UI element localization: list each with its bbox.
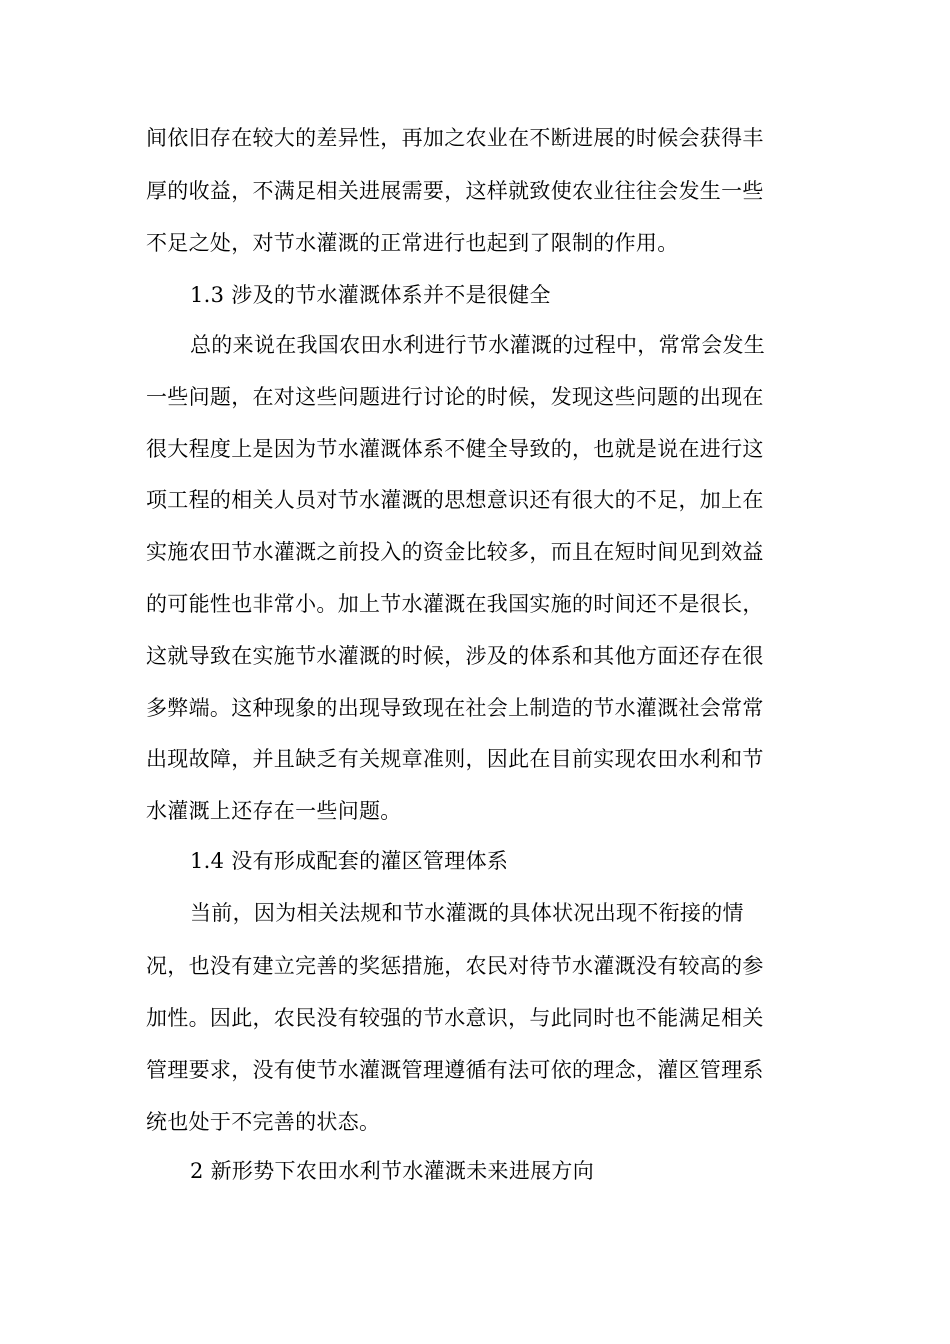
paragraph-line: 总的来说在我国农田水利进行节水灌溉的过程中，常常会发生 bbox=[190, 333, 766, 357]
paragraph-line: 间依旧存在较大的差异性，再加之农业在不断进展的时候会获得丰 bbox=[146, 126, 764, 150]
paragraph-line: 项工程的相关人员对节水灌溉的思想意识还有很大的不足，加上在 bbox=[146, 488, 764, 512]
paragraph-line: 水灌溉上还存在一些问题。 bbox=[146, 799, 402, 823]
paragraph-line: 的可能性也非常小。加上节水灌溉在我国实施的时间还不是很长， bbox=[146, 592, 764, 616]
paragraph-line: 很大程度上是因为节水灌溉体系不健全导致的，也就是说在进行这 bbox=[146, 437, 764, 461]
paragraph-line: 出现故障，并且缺乏有关规章准则，因此在目前实现农田水利和节 bbox=[146, 747, 764, 771]
paragraph-line: 厚的收益，不满足相关进展需要，这样就致使农业往往会发生一些 bbox=[146, 179, 764, 203]
paragraph-line: 一些问题，在对这些问题进行讨论的时候，发现这些问题的出现在 bbox=[146, 385, 764, 409]
section-heading-2: 2 新形势下农田水利节水灌溉未来进展方向 bbox=[190, 1159, 595, 1183]
paragraph-line: 加性。因此，农民没有较强的节水意识，与此同时也不能满足相关 bbox=[146, 1006, 764, 1030]
paragraph-line: 当前，因为相关法规和节水灌溉的具体状况出现不衔接的情 bbox=[190, 901, 744, 925]
paragraph-line: 多弊端。这种现象的出现导致现在社会上制造的节水灌溉社会常常 bbox=[146, 696, 764, 720]
paragraph-line: 况，也没有建立完善的奖惩措施，农民对待节水灌溉没有较高的参 bbox=[146, 954, 764, 978]
paragraph-line: 不足之处，对节水灌溉的正常进行也起到了限制的作用。 bbox=[146, 231, 679, 255]
paragraph-line: 这就导致在实施节水灌溉的时候，涉及的体系和其他方面还存在很 bbox=[146, 644, 764, 668]
paragraph-line: 实施农田节水灌溉之前投入的资金比较多，而且在短时间见到效益 bbox=[146, 540, 764, 564]
paragraph-line: 统也处于不完善的状态。 bbox=[146, 1110, 381, 1134]
section-heading-1-3: 1.3 涉及的节水灌溉体系并不是很健全 bbox=[190, 283, 551, 307]
section-heading-1-4: 1.4 没有形成配套的灌区管理体系 bbox=[190, 849, 509, 873]
paragraph-line: 管理要求，没有使节水灌溉管理遵循有法可依的理念，灌区管理系 bbox=[146, 1058, 764, 1082]
